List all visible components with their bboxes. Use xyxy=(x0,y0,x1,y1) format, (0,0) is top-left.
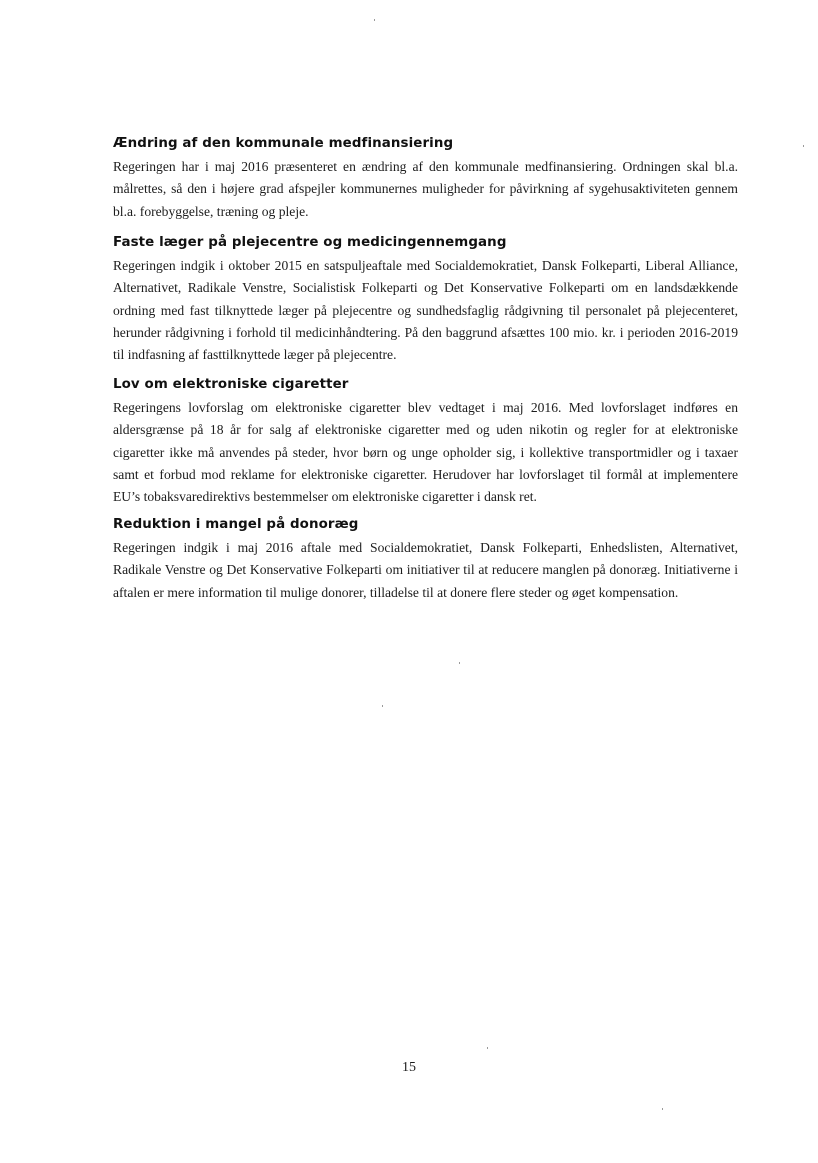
scan-speck xyxy=(662,1108,663,1110)
section-heading: Lov om elektroniske cigaretter xyxy=(113,377,349,392)
section-heading: Faste læger på plejecentre og medicingennemgang xyxy=(113,235,507,250)
scan-speck xyxy=(382,705,383,707)
section-body: Regeringen har i maj 2016 præsenteret en ændring af den kommunale medfinansiering. Ordningen skal bl.a. målrettes, så den i højere grad afspejler kommunernes muligheder for påvirkning af sygehusaktiviteten gennem bl.a. forebyggelse, træning og pleje. xyxy=(113,159,738,219)
scan-speck xyxy=(487,1047,488,1049)
scan-speck xyxy=(803,145,804,147)
section-body: Regeringen indgik i maj 2016 aftale med Socialdemokratiet, Dansk Folkeparti, Enhedslisten, Alternativet, Radikale Venstre og Det Konservative Folkeparti om initiativer til at reducere manglen på donoræg. Initiativerne i aftalen er mere information til mulige donorer, tilladelse til at donere flere steder og øget kompensation. xyxy=(113,540,738,600)
section-heading: Ændring af den kommunale medfinansiering xyxy=(113,136,454,151)
scan-speck xyxy=(459,662,460,664)
section-heading: Reduktion i mangel på donoræg xyxy=(113,517,359,532)
section-body: Regeringens lovforslag om elektroniske cigaretter blev vedtaget i maj 2016. Med lovforslaget indføres en aldersgrænse på 18 år for salg af elektroniske cigaretter med og uden nikotin og regler for at elektroniske cigaretter ikke må anvendes på steder, hvor børn og unge opholder sig, i kollektive transportmidler og i taxaer samt et forbud mod reklame for elektroniske cigaretter. Herudover har lovforslaget til formål at implementere EU’s tobaksvaredirektivs bestemmelser om elektroniske cigaretter i dansk ret. xyxy=(113,400,738,505)
section-body: Regeringen indgik i oktober 2015 en satspuljeaftale med Socialdemokratiet, Dansk Folkeparti, Liberal Alliance, Alternativet, Radikale Venstre, Socialistisk Folkeparti og Det Konservative Folkeparti om en landsdækkende ordning med fast tilknyttede læger på plejecentre og sundhedsfaglig rådgivning til personalet på plejecenteret, herunder rådgivning i forhold til medicinhåndtering. På den baggrund afsættes 100 mio. kr. i perioden 2016-2019 til indfasning af fasttilknyttede læger på plejecentre. xyxy=(113,258,738,363)
page-number: 15 xyxy=(402,1060,416,1075)
scan-speck xyxy=(374,19,375,21)
section-faste-laeger xyxy=(113,234,738,366)
section-kommunal-medfinansiering xyxy=(113,135,738,223)
section-donoraeg xyxy=(113,516,738,604)
section-elektroniske-cigaretter xyxy=(113,376,738,508)
